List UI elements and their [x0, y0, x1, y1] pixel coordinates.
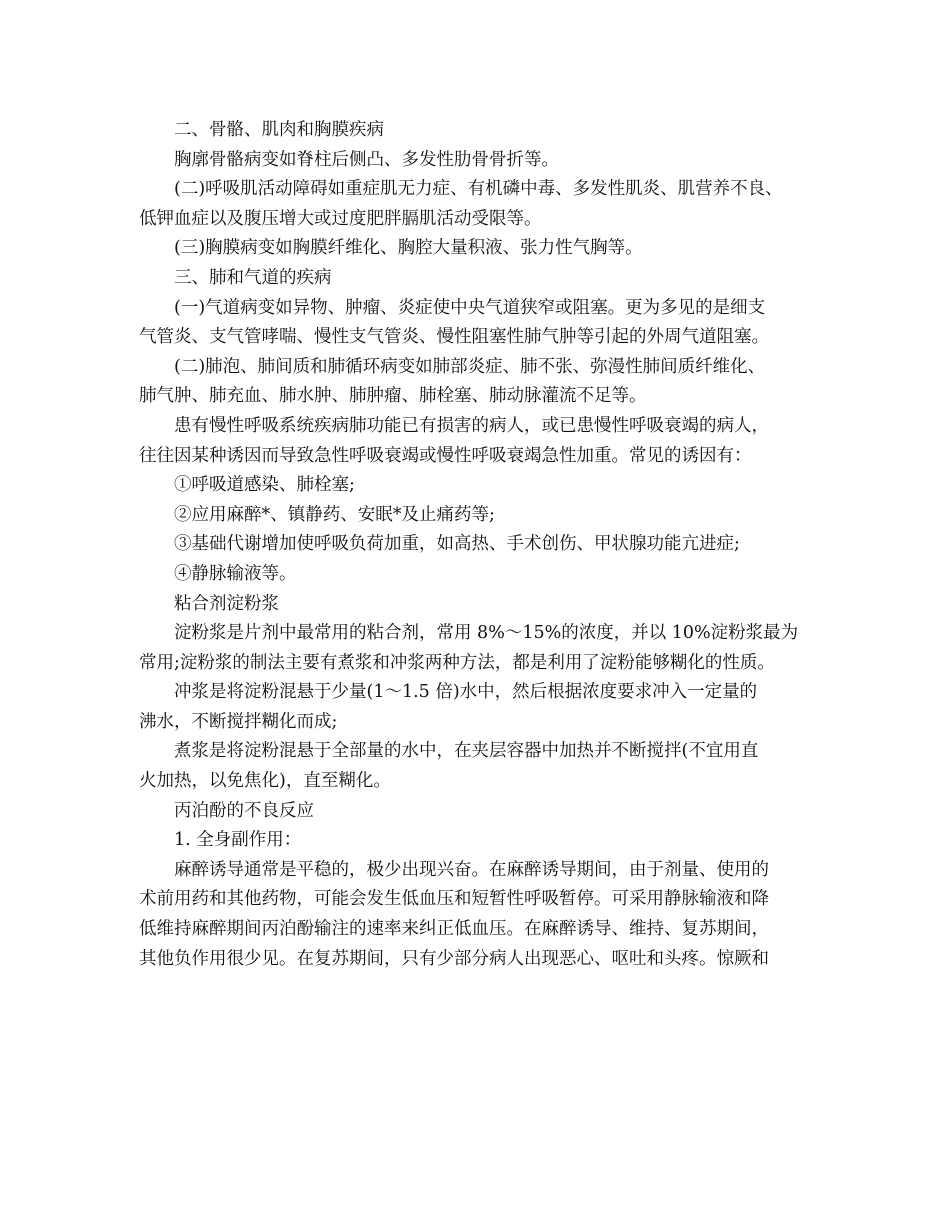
text-line: (一)气道病变如异物、肿瘤、炎症使中央气道狭窄或阻塞。更为多见的是细支 [174, 297, 766, 318]
text-line: 煮浆是将淀粉混悬于全部量的水中，在夹层容器中加热并不断搅拌(不宜用直 [174, 741, 759, 762]
text-line: 术前用药和其他药物，可能会发生低血压和短暂性呼吸暂停。可采用静脉输液和降 [139, 889, 769, 910]
paragraph [139, 856, 829, 974]
text-line: ③基础代谢增加使呼吸负荷加重，如高热、手术创伤、甲状腺功能亢进症; [174, 534, 740, 555]
text-line: 常用;淀粉浆的制法主要有煮浆和冲浆两种方法，都是利用了淀粉能够糊化的性质。 [139, 652, 775, 673]
paragraph [139, 826, 829, 856]
paragraph [139, 353, 829, 412]
text-line: ④静脉输液等。 [174, 563, 297, 584]
paragraph [139, 294, 829, 353]
paragraph [139, 471, 829, 501]
text-line: 1. 全身副作用： [174, 830, 302, 851]
paragraph [139, 560, 829, 590]
paragraph [139, 590, 829, 620]
paragraph [139, 501, 829, 531]
document-body [139, 116, 829, 974]
paragraph [139, 116, 829, 146]
paragraph [139, 737, 829, 796]
text-line: 气管炎、支气管哮喘、慢性支气管炎、慢性阻塞性肺气肿等引起的外周气道阻塞。 [139, 327, 769, 348]
text-line: 沸水，不断搅拌糊化而成; [139, 711, 338, 732]
text-line: 冲浆是将淀粉混悬于少量(1～1.5 倍)水中，然后根据浓度要求冲入一定量的 [174, 682, 758, 703]
text-line: 其他负作用很少见。在复苏期间，只有少部分病人出现恶心、呕吐和头疼。惊厥和 [139, 948, 769, 969]
text-line: 胸廓骨骼病变如脊柱后侧凸、多发性肋骨骨折等。 [174, 149, 559, 170]
text-line: 火加热，以免焦化)，直至糊化。 [139, 771, 391, 792]
text-line: 粘合剂淀粉浆 [174, 593, 279, 614]
paragraph [139, 530, 829, 560]
paragraph [139, 797, 829, 827]
paragraph [139, 175, 829, 234]
paragraph [139, 412, 829, 471]
paragraph [139, 146, 829, 176]
text-line: 丙泊酚的不良反应 [174, 800, 314, 821]
text-line: 低钾血症以及腹压增大或过度肥胖膈肌活动受限等。 [139, 208, 542, 229]
paragraph [139, 619, 829, 678]
text-line: 三、肺和气道的疾病 [174, 267, 332, 288]
text-line: 低维持麻醉期间丙泊酚输注的速率来纠正低血压。在麻醉诱导、维持、复苏期间， [139, 919, 769, 940]
text-line: 肺气肿、肺充血、肺水肿、肺肿瘤、肺栓塞、肺动脉灌流不足等。 [139, 386, 647, 407]
text-line: ①呼吸道感染、肺栓塞; [174, 475, 355, 496]
paragraph [139, 264, 829, 294]
text-line: (二)呼吸肌活动障碍如重症肌无力症、有机磷中毒、多发性肌炎、肌营养不良、 [174, 179, 783, 200]
text-line: ②应用麻醉*、镇静药、安眠*及止痛药等; [174, 504, 495, 525]
paragraph [139, 678, 829, 737]
text-line: 二、骨骼、肌肉和胸膜疾病 [174, 120, 384, 140]
text-line: 淀粉浆是片剂中最常用的粘合剂，常用 8%～15%的浓度，并以 10%淀粉浆最为 [174, 623, 799, 644]
text-line: (二)肺泡、肺间质和肺循环病变如肺部炎症、肺不张、弥漫性肺间质纤维化、 [174, 356, 766, 377]
text-line: 往往因某种诱因而导致急性呼吸衰竭或慢性呼吸衰竭急性加重。常见的诱因有： [139, 445, 752, 466]
text-line: 患有慢性呼吸系统疾病肺功能已有损害的病人，或已患慢性呼吸衰竭的病人， [174, 415, 769, 436]
text-line: (三)胸膜病变如胸膜纤维化、胸腔大量积液、张力性气胸等。 [174, 238, 643, 259]
text-line: 麻醉诱导通常是平稳的，极少出现兴奋。在麻醉诱导期间，由于剂量、使用的 [174, 859, 769, 880]
paragraph [139, 234, 829, 264]
